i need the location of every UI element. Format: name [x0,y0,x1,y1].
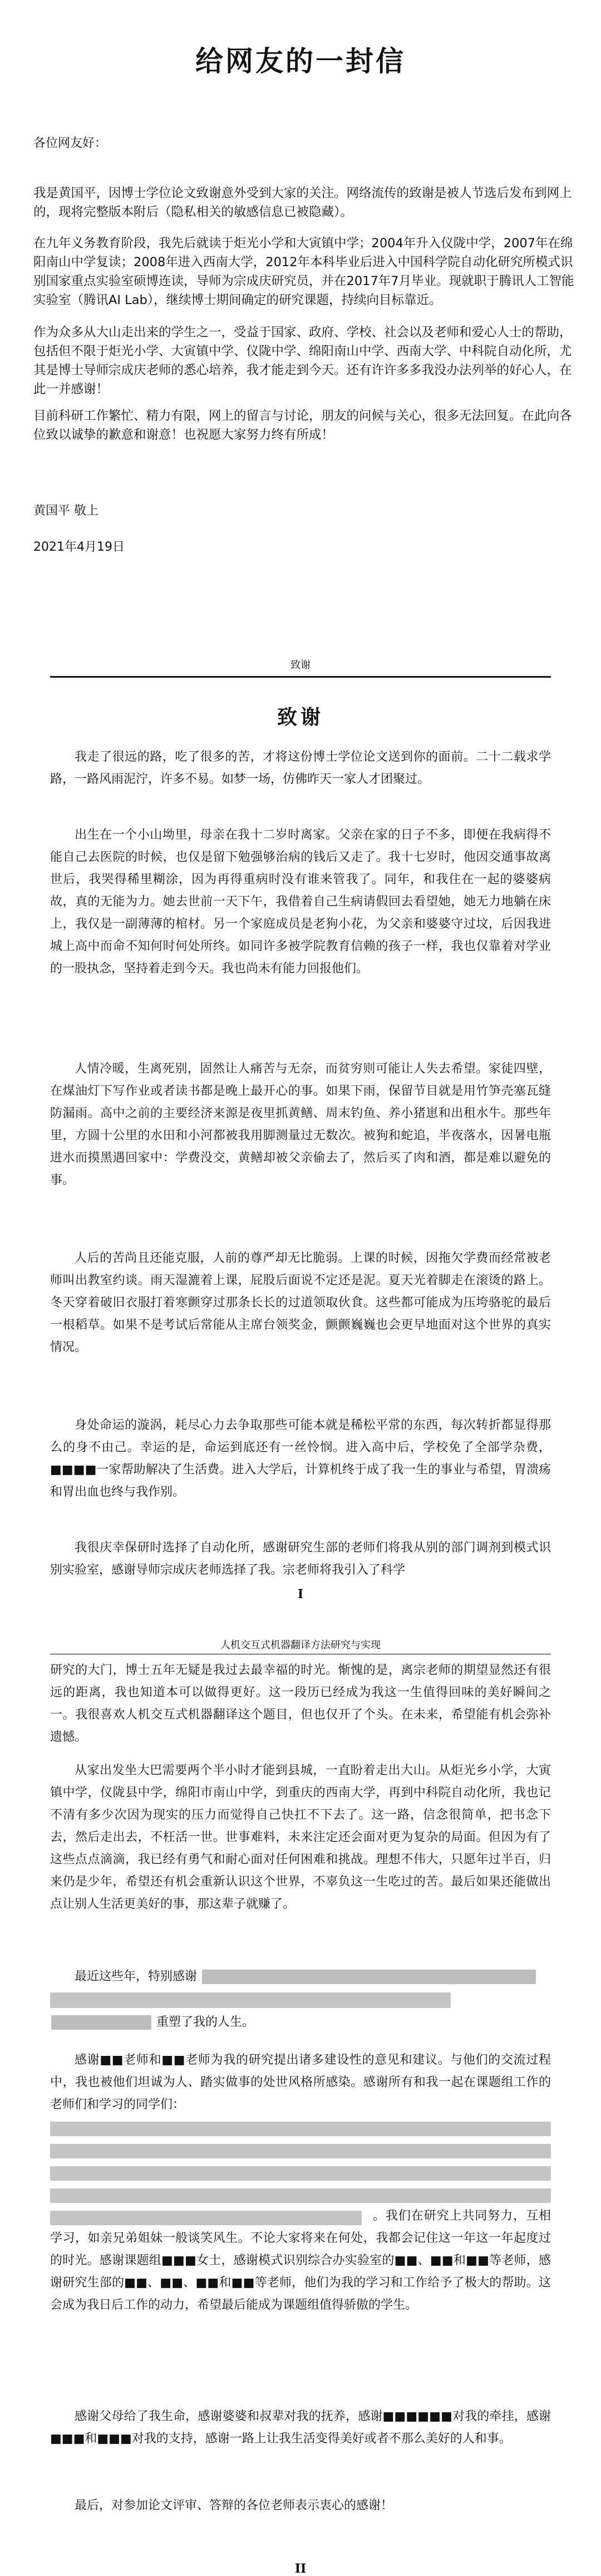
redaction-block [50,2144,551,2158]
letter-title: 给网友的一封信 [195,45,406,77]
recent-years-tail-line [50,2011,551,2034]
ack-paragraph: 最后，对参加论文评审、答辩的各位老师表示衷心的感谢！ [75,2499,393,2513]
ack-paragraph: 出生在一个小山坳里，母亲在我十二岁时离家。父亲在家的日子不多，即便在我病得不能自己去医院的时候，也仅是留下勉强够治病的钱后又走了。我十七岁时，他因交通事故离世后，我哭得稀里糊涂，因为再得重病时没有谁来管我了。同年，和我住在一起的婆婆病故，真的无能为力。她去世前一天下午，我借着自己生病请假回去看望她，她无力地躺在床上，我仅是一副薄薄的棺材。另一个家庭成员是老狗小花，为父亲和婆婆守过坟，后因我进城上高中而命不知何时何处所终。如同许多被学院教育信赖的孩子一样，我也仅靠着对学业的一股执念，坚持着走到今天。我也尚未有能力回报他们。 [50,828,551,976]
recent-years-intro: 最近这些年，特别感谢 [75,1970,198,1984]
redaction-block [50,2122,551,2136]
ack-paragraph: 人后的苦尚且还能克服，人前的尊严却无比脆弱。上课的时候，因拖欠学费而经常被老师叫出教室约谈。雨天湿漉着上课，屁股后面说不定还是泥。夏天光着脚走在滚烫的路上。冬天穿着破旧衣服打着寒颤穿过那条长长的过道领取伙食。这些都可能成为压垮骆驼的最后一根稻草。如果不是考试后常能从主席台领奖金，颤颤巍巍也会更早地面对这个世界的真实情况。 [50,1251,551,1354]
ack-paragraph: 感谢父母给了我生命，感谢婆婆和叔辈对我的抚养，感谢■■■■■■对我的牵挂，感谢■■■和■■■对我的支持，感谢一路上让我生活变得美好或者不那么美好的人和事。 [50,2410,551,2446]
letter-date: 2021年4月19日 [33,540,125,554]
letter-paragraph: 我是黄国平，因博士学位论文致谢意外受到大家的关注。网络流传的致谢是被人节选后发布到网上的，现将完整版本附后（隐私相关的敏感信息已被隐藏）。 [33,186,572,219]
letter-signature: 黄国平 敬上 [33,504,98,518]
redaction-block [51,2015,151,2030]
letter-section [0,0,601,635]
ack-paragraph: 人情冷暖，生离死别，固然让人痛苦与无奈，而贫穷则可能让人失去希望。家徒四壁，在煤油灯下写作业或者读书都是晚上最开心的事。如果下雨，保留节目就是用竹笋壳塞瓦缝防漏雨。高中之前的主要经济来源是夜里抓黄鳝、周末钓鱼、养小猪崽和出租水牛。那些年里，方圆十公里的水田和小河都被我用脚测量过无数次。被狗和蛇追，半夜落水，因暑电瓶进水而摸黑遇回家中：学费没交，黄鳝却被父亲偷去了，然后买了肉和酒，都是难以避免的事。 [50,1062,551,1187]
page-number: II [294,2562,307,2576]
ack-paragraph: 研究的大门，博士五年无疑是我过去最幸福的时光。惭愧的是，离宗老师的期望显然还有很远的距离，我也知道本可以做得更好。这一段历已经成为我这一生值得回味的美好瞬间之一。我很喜欢人机交互式机器翻译这个题目，但也仅开了个头。在未来，希望能有机会弥补遗憾。 [50,1663,551,1744]
ack-paragraph: 身处命运的漩涡，耗尽心力去争取那些可能本就是稀松平常的东西，每次转折都显得那么的身不由己。幸运的是，命运到底还有一丝怜悯。进入高中后，学校免了全部学杂费，■■■■一家帮助解决了生活费。进入大学后，计算机终于成了我一生的事业与希望，胃溃疡和胃出血也终与我作别。 [50,1418,551,1499]
letter-paragraph: 作为众多从大山走出来的学生之一，受益于国家、政府、学校、社会以及老师和爱心人士的帮助，包括但不限于炬光小学、大寅镇中学、仪陇中学、绵阳南山中学、西南大学、中科院自动化所，尤其是博士导师宗成庆老师的悉心培养，我才能走到今天。还有许许多多我没办法列举的好心人，在此一并感谢！ [33,325,572,396]
ack-paragraph: 从家出发坐大巴需要两个半小时才能到县城，一直盼着走出大山。从炬光乡小学，大寅镇中学，仪陇县中学，绵阳市南山中学，到重庆的西南大学，再到中科院自动化所，我也记不清有多少次因为现实的压力而觉得自己快扛不下去了。这一路，信念很简单，把书念下去，然后走出去，不枉活一世。世事难料，未来注定还会面对更为复杂的局面。但因为有了这些点点滴滴，我已经有勇气和耐心面对任何困难和挑战。理想不伟大，只愿年过半百，归来仍是少年，希望还有机会重新认识这个世界，不辜负这一生吃过的苦。最后如果还能做出点让别人生活更美好的事，那这辈子就赚了。 [50,1764,551,1911]
acknowledgement-heading: 致谢 [277,706,324,729]
redaction-block [50,1992,451,2008]
letter-paragraph: 目前科研工作繁忙、精力有限，网上的留言与讨论，朋友的问候与关心，很多无法回复。在此向各位致以诚挚的歉意和谢意！也祝愿大家努力终有所成！ [33,409,572,442]
ack-paragraph: 感谢■■老师和■■老师为我的研究提出诸多建设性的意见和建议。与他们的交流过程中，我也被他们坦诚为人、踏实做事的处世风格所感染。感谢所有和我一起在课题组工作的老师们和学习的同学们： [50,2053,551,2112]
redaction-block [50,2188,551,2203]
header-rule [50,676,551,678]
running-head: 人机交互式机器翻译方法研究与实现 [220,1639,381,1651]
recent-years-line [50,1966,551,1988]
recent-years-tail: 重塑了我的人生。 [156,2015,255,2029]
redaction-block [50,2166,551,2181]
ack-paragraph: 。我们在研究上共同努力，互相学习，如亲兄弟姐妹一般谈笑风生。不论大家将来在何处，我都会记住这一年这一年起度过的时光。感谢课题组■■■女士，感谢模式识别综合办实验室的■■、■■和■■等老师，感谢研究生部的■■、■■、■■和■■等老师，他们为我的学习和工作给予了极大的帮助。这会成为我日后工作的动力，希望最后能成为课题组值得骄傲的学生。 [50,2209,551,2312]
page-number: I [297,1587,304,1602]
letter-paragraph: 在九年义务教育阶段，我先后就读于炬光小学和大寅镇中学；2004年升入仪陇中学，2007年在绵阳南山中学复读；2008年进入西南大学，2012年本科毕业后进入中国科学院自动化研究所模式识别国家重点实验室硕博连读，导师为宗成庆研究员，并在2017年7月毕业。现就职于腾讯人工智能实验室（腾讯AI Lab），继续博士期间确定的研究课题，持续向目标靠近。 [33,236,574,307]
letter-greeting: 各位网友好： [33,136,107,150]
ack-paragraph: 我很庆幸保研时选择了自动化所，感谢研究生部的老师们将我从别的部门调剂到模式识别实验室，感谢导师宗成庆老师选择了我。宗老师将我引入了科学 [50,1541,551,1577]
running-head: 致谢 [290,659,311,671]
redaction-block [202,1970,536,1984]
ack-paragraph: 我走了很远的路，吃了很多的苦，才将这份博士学位论文送到你的面前。二十二载求学路，一路风雨泥泞，许多不易。如梦一场，仿佛昨天一家人才团聚过。 [50,750,551,786]
